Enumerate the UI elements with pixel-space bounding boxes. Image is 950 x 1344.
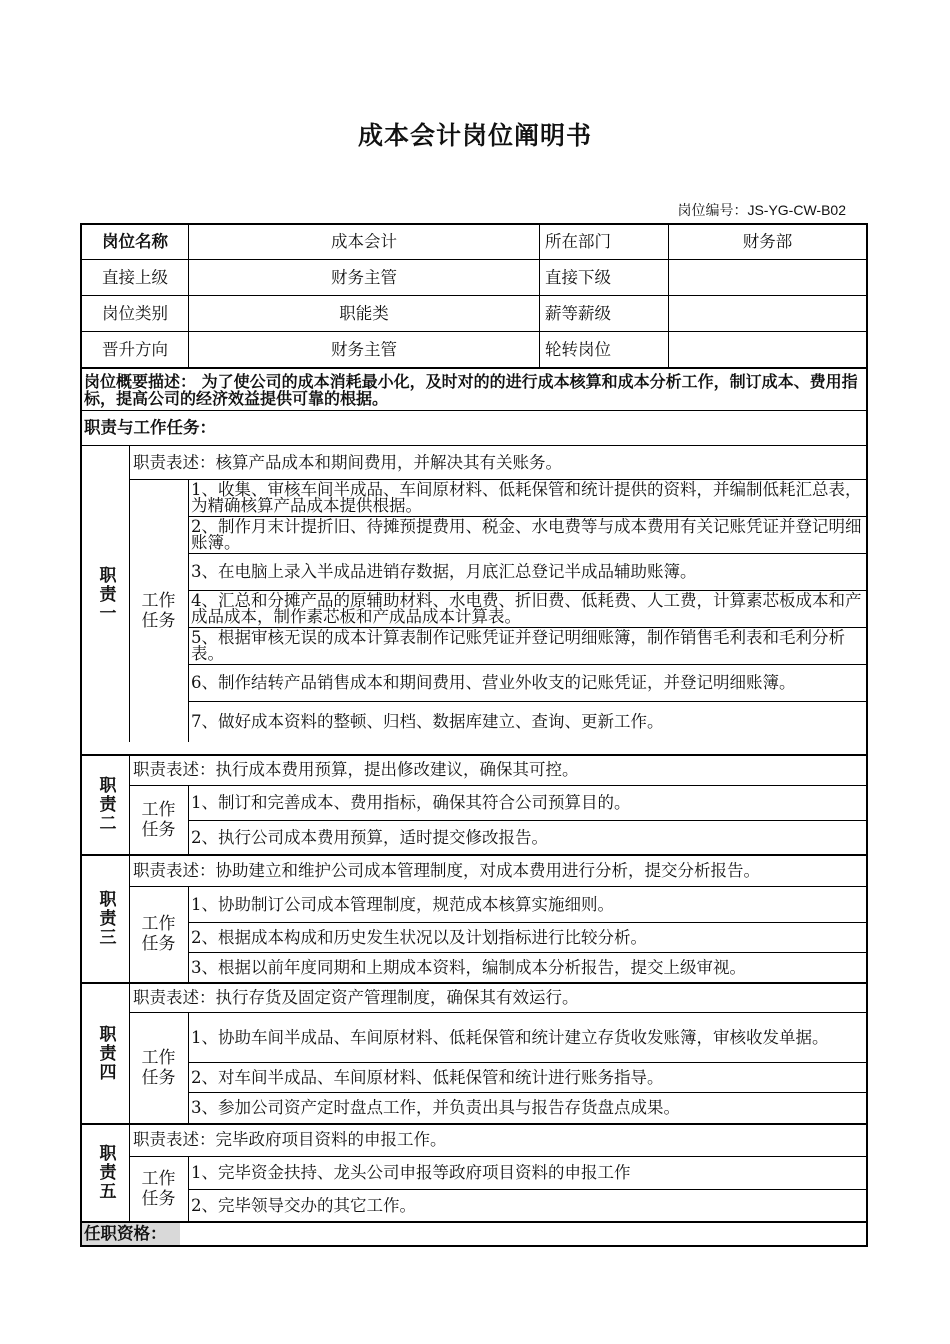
page-title: 成本会计岗位阐明书 xyxy=(357,121,592,150)
task-item: 2、完毕领导交办的其它工作。 xyxy=(191,1195,416,1215)
work-task-label: 工作任务 xyxy=(141,799,176,840)
overview-text: 岗位概要描述： 为了使公司的成本消耗最小化，及时对的的进行成本核算和成本分析工作，制订成本、费用指标，提高公司的经济效益提供可靠的根据。 xyxy=(84,371,858,408)
category-value: 职能类 xyxy=(339,303,389,323)
task-item: 2、根据成本构成和历史发生状况以及计划指标进行比较分析。 xyxy=(191,927,647,947)
work-task-label: 工作任务 xyxy=(141,590,176,631)
task-item: 1、协助制订公司成本管理制度，规范成本核算实施细则。 xyxy=(191,894,614,914)
work-task-label: 工作任务 xyxy=(141,1047,176,1088)
task-item: 1、协助车间半成品、车间原材料、低耗保管和统计建立存货收发账簿，审核收发单据。 xyxy=(191,1027,829,1047)
task-item: 5、根据审核无误的成本计算表制作记账凭证并登记明细账簿，制作销售毛利表和毛利分析表。 xyxy=(191,628,845,663)
duty-statement: 职责表述：核算产品成本和期间费用，并解决其有关账务。 xyxy=(133,452,562,472)
subordinate-label: 直接下级 xyxy=(545,267,611,287)
duty-name: 职责二 xyxy=(95,776,116,833)
promotion-value: 财务主管 xyxy=(331,339,397,359)
column-divider xyxy=(129,983,130,1123)
column-divider xyxy=(188,479,189,742)
rotation-label: 轮转岗位 xyxy=(545,339,611,359)
duty-statement: 职责表述：执行成本费用预算，提出修改建议，确保其可控。 xyxy=(133,760,579,779)
task-item: 1、收集、审核车间半成品、车间原材料、低耗保管和统计提供的资料，并编制低耗汇总表，为精确核算产品成本提供根据。 xyxy=(191,480,862,515)
salary-grade-value xyxy=(669,296,866,331)
task-item: 1、完毕资金扶持、龙头公司申报等政府项目资料的申报工作 xyxy=(191,1163,631,1182)
subordinate-value xyxy=(669,260,866,295)
task-item: 2、对车间半成品、车间原材料、低耗保管和统计进行账务指导。 xyxy=(191,1067,664,1087)
duty-name: 职责三 xyxy=(95,890,116,947)
column-divider xyxy=(188,886,189,982)
task-item: 4、汇总和分摊产品的原辅助材料、水电费、折旧费、低耗费、人工费，计算素芯板成本和产成品成本，制作素芯板和产成品成本计算表。 xyxy=(191,591,862,626)
superior-label: 直接上级 xyxy=(102,267,168,287)
column-divider xyxy=(129,855,130,982)
column-divider xyxy=(129,1124,130,1221)
post-name-value: 成本会计 xyxy=(331,232,397,251)
duty-name: 职责五 xyxy=(95,1144,116,1201)
work-task-label: 工作任务 xyxy=(141,1168,176,1209)
task-item: 2、执行公司成本费用预算，适时提交修改报告。 xyxy=(191,827,548,847)
superior-value: 财务主管 xyxy=(331,267,397,287)
post-code: 岗位编号：JS-YG-CW-B02 xyxy=(677,202,846,218)
task-item: 6、制作结转产品销售成本和期间费用、营业外收支的记账凭证，并登记明细账簿。 xyxy=(191,673,796,692)
post-name-label: 岗位名称 xyxy=(102,232,168,251)
duty-heading: 职责与工作任务： xyxy=(84,418,216,437)
column-divider xyxy=(129,446,130,742)
department-label: 所在部门 xyxy=(545,232,611,251)
duty-statement: 职责表述：完毕政府项目资料的申报工作。 xyxy=(133,1130,447,1149)
work-task-label: 工作任务 xyxy=(141,914,176,954)
qualification-label: 任职资格： xyxy=(84,1224,167,1243)
duty-name: 职责四 xyxy=(95,1024,116,1082)
task-item: 3、根据以前年度同期和上期成本资料，编制成本分析报告，提交上级审视。 xyxy=(191,957,746,977)
salary-grade-label: 薪等薪级 xyxy=(545,303,611,323)
task-item: 3、参加公司资产定时盘点工作，并负责出具与报告存货盘点成果。 xyxy=(191,1098,680,1117)
task-item: 3、在电脑上录入半成品进销存数据，月底汇总登记半成品辅助账簿。 xyxy=(191,562,697,581)
task-item: 2、制作月末计提折旧、待摊预提费用、税金、水电费等与成本费用有关记账凭证并登记明细账簿。 xyxy=(191,517,862,552)
task-item: 1、制订和完善成本、费用指标，确保其符合公司预算目的。 xyxy=(191,793,631,812)
rotation-value xyxy=(669,332,866,367)
column-divider xyxy=(129,755,130,854)
duty-statement: 职责表述：执行存货及固定资产管理制度，确保其有效运行。 xyxy=(133,987,579,1007)
duty-name: 职责一 xyxy=(95,565,116,623)
duty-statement: 职责表述：协助建立和维护公司成本管理制度，对成本费用进行分析，提交分析报告。 xyxy=(133,860,760,880)
task-item: 7、做好成本资料的整顿、归档、数据库建立、查询、更新工作。 xyxy=(191,712,664,731)
promotion-label: 晋升方向 xyxy=(102,339,168,359)
department-value: 财务部 xyxy=(742,232,793,251)
category-label: 岗位类别 xyxy=(102,303,168,323)
column-divider xyxy=(188,1012,189,1123)
